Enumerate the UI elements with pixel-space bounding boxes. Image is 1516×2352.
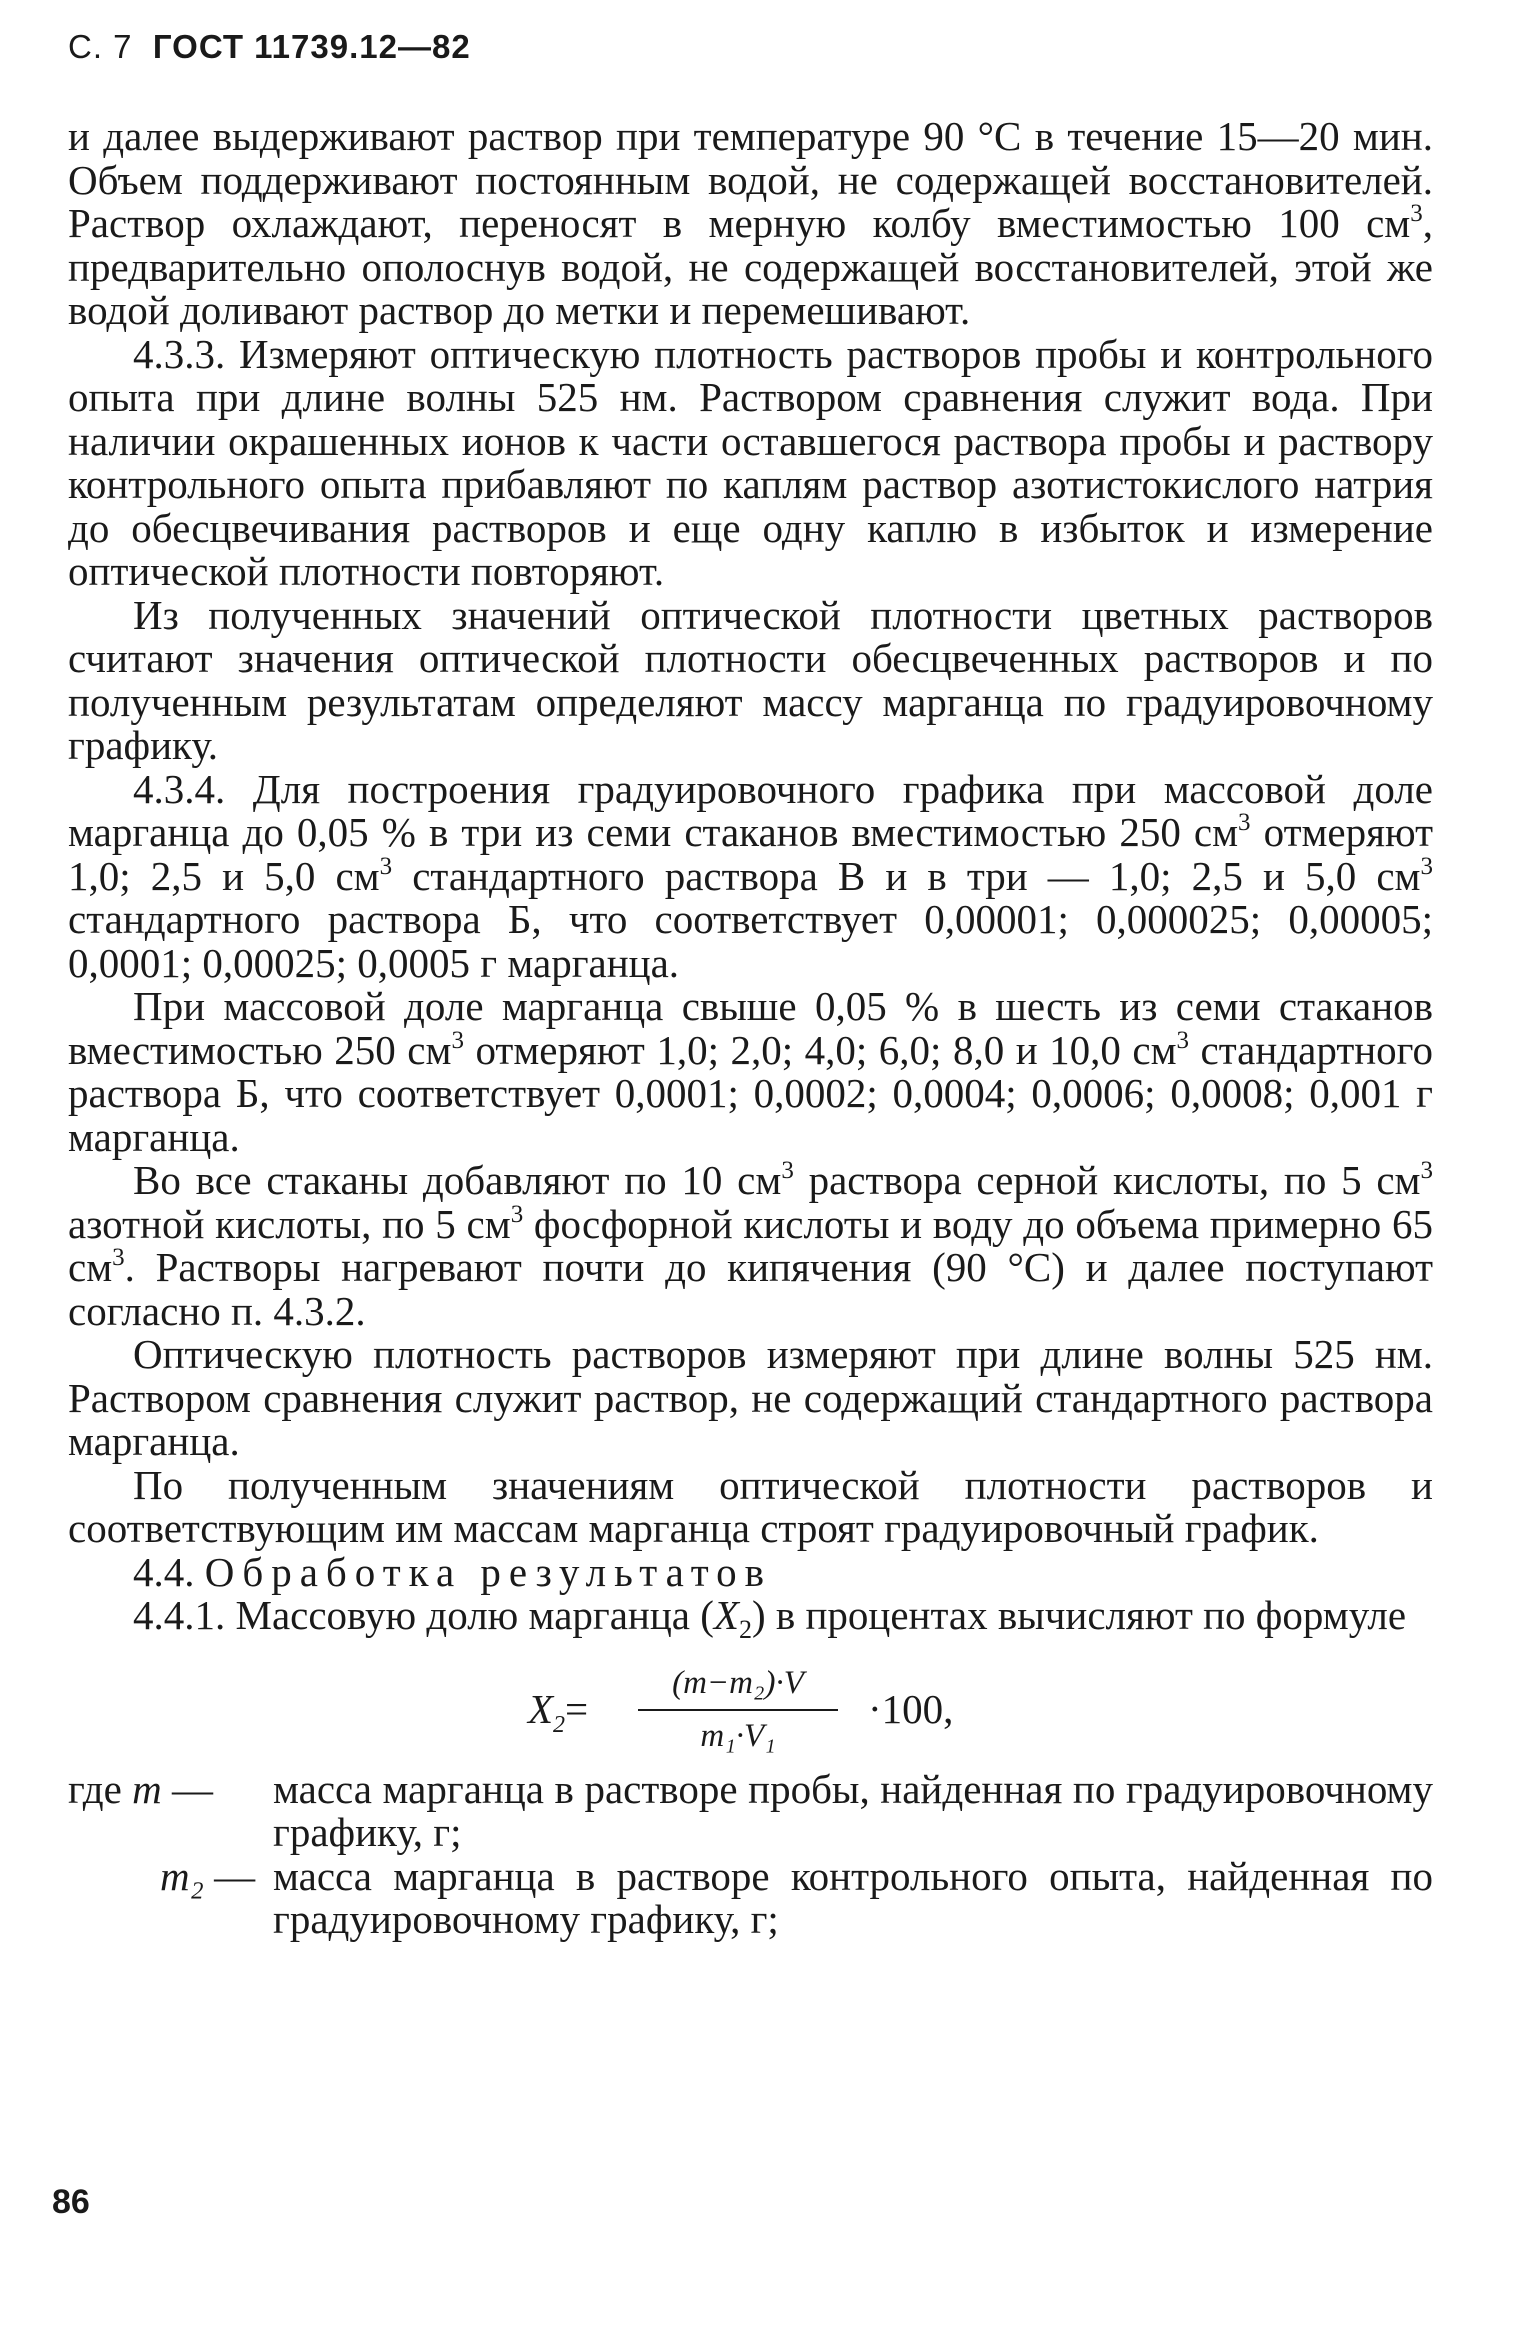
unit: см: [1366, 200, 1411, 246]
paragraph-1: [68, 115, 1433, 333]
superscript: 3: [1420, 852, 1433, 880]
paragraph-1-text: и далее выдерживают раствор при температуре 90 °С в течение 15—20 мин. Объем поддерживают постоянным водой, не содержащей восстановителей. Раствор охлаждают, переносят в мерную колбу вместимостью 100: [68, 113, 1433, 246]
definition-term: [68, 1852, 273, 1899]
section-heading-4-4: [68, 1548, 1433, 1595]
definitions-list: [68, 1765, 1433, 1943]
paragraph-text: раствора серной кислоты, по 5 см: [793, 1157, 1421, 1203]
body-text: [68, 115, 1433, 1942]
term-symbol: m: [132, 1765, 162, 1812]
superscript: 3: [451, 1026, 464, 1054]
formula-variable: X: [528, 1685, 554, 1732]
dash: —: [214, 1852, 256, 1899]
paragraph-text: азотной кислоты, по 5 см: [68, 1200, 511, 1247]
paragraph-reagents: [68, 1159, 1433, 1333]
paragraph-optical-density: Оптическую плотность растворов измеряют при длине волны 525 нм. Раствором сравнения служит раствор, не содержащий стандартного раствора марганца.: [68, 1331, 1433, 1464]
paragraph-text: стандартного раствора Б, что соответствует 0,0001; 0,0002; 0,0004; 0,0006; 0,0008; 0,001 г марганца.: [68, 1026, 1433, 1160]
definition-item: [68, 1852, 1433, 1943]
paragraph-results-note: Из полученных значений оптической плотности цветных растворов считают значения оптической плотности обесцвеченных растворов и по полученным результатам определяют массу марганца по градуировочному графику.: [68, 591, 1433, 768]
formula-rhs: ·100,: [868, 1685, 954, 1732]
definition-text: масса марганца в растворе пробы, найденная по градуировочному графику, г;: [273, 1765, 1433, 1856]
paragraph-text: При массовой доле марганца свыше 0,05 % в шесть из семи стаканов вместимостью 250 см: [68, 983, 1433, 1073]
paragraph-high-manganese: [68, 985, 1433, 1159]
paragraph-text: Во все стаканы добавляют по 10 см: [133, 1157, 782, 1203]
term-symbol: m₂: [160, 1852, 204, 1899]
paragraph-calibration-curve: По полученным значениям оптической плотности растворов и соответствующим им массам марганца строят градуировочный график.: [68, 1461, 1433, 1551]
paragraph-4-3-4-text: 4.3.4. Для построения градуировочного графика при массовой доле марганца до 0,05 % в три из семи стаканов вместимостью 250 см: [68, 765, 1433, 855]
paragraph-text: отмеряют 1,0; 2,0; 4,0; 6,0; 8,0 и 10,0 см: [463, 1026, 1177, 1073]
paragraph-4-3-4-text: отмеряют 1,0; 2,5 и 5,0 см: [68, 809, 1433, 899]
page-label: С. 7: [68, 28, 133, 65]
superscript: 3: [1238, 809, 1251, 836]
equals-sign: =: [565, 1685, 589, 1732]
dash: —: [171, 1765, 213, 1812]
superscript: 3: [112, 1244, 125, 1271]
section-number: 4.4.: [133, 1548, 195, 1595]
superscript: 3: [1176, 1026, 1190, 1054]
formula-numerator: (m−m₂)·V: [638, 1662, 838, 1712]
superscript: 3: [781, 1157, 794, 1184]
variable: X: [713, 1592, 739, 1638]
running-header: [68, 28, 471, 66]
paragraph-4-3-3: 4.3.3. Измеряют оптическую плотность растворов пробы и контрольного опыта при длине волны 525 нм. Раствором сравнения служит вода. При наличии окрашенных ионов к части оставшегося раствора пробы и раствору контрольного опыта прибавляют по каплям раствор азотистокислого натрия до обесцвечивания растворов и еще одну каплю в избыток и измерение оптической плотности повторяют.: [68, 330, 1433, 594]
formula-denominator: m₁·V₁: [700, 1718, 776, 1755]
paragraph-4-3-4-text: стандартного раствора В и в три — 1,0; 2,5 и 5,0 см: [392, 852, 1421, 899]
formula-subscript: 2: [553, 1711, 566, 1738]
section-title: Обработка результатов: [204, 1548, 773, 1595]
formula: [68, 1658, 1433, 1758]
superscript: 3: [379, 852, 393, 880]
definition-text: масса марганца в растворе контрольного опыта, найденная по градуировочному графику, г;: [273, 1852, 1433, 1943]
where-word: где: [68, 1765, 122, 1812]
paragraph-text: ) в процентах вычисляют по формуле: [751, 1592, 1407, 1638]
paragraph-text: . Растворы нагревают почти до кипячения (90 °С) и далее поступают согласно п. 4.3.2.: [68, 1244, 1433, 1334]
page-number: 86: [52, 2183, 90, 2221]
subscript: 2: [738, 1615, 752, 1645]
paragraph-4-3-4-text: стандартного раствора Б, что соответствует 0,00001; 0,000025; 0,00005; 0,0001; 0,00025; 0,0005 г марганца.: [68, 896, 1433, 986]
paragraph-text: фосфорной кислоты и воду до объема примерно 65 см: [68, 1200, 1433, 1290]
paragraph-4-4-1: [68, 1594, 1433, 1652]
formula-lhs: [528, 1685, 589, 1748]
superscript: 3: [510, 1200, 524, 1228]
paragraph-4-3-4: [68, 765, 1433, 986]
standard-code: ГОСТ 11739.12—82: [152, 28, 471, 65]
formula-fraction: [638, 1662, 838, 1759]
definition-item: [68, 1765, 1433, 1856]
definition-term: [68, 1765, 273, 1812]
superscript: 3: [1420, 1157, 1433, 1184]
paragraph-1-tail: , предварительно ополоснув водой, не содержащей восстановителей, этой же водой доливают раствор до метки и перемешивают.: [68, 200, 1433, 333]
superscript: 3: [1410, 200, 1423, 227]
paragraph-text: 4.4.1. Массовую долю марганца (: [133, 1592, 714, 1638]
